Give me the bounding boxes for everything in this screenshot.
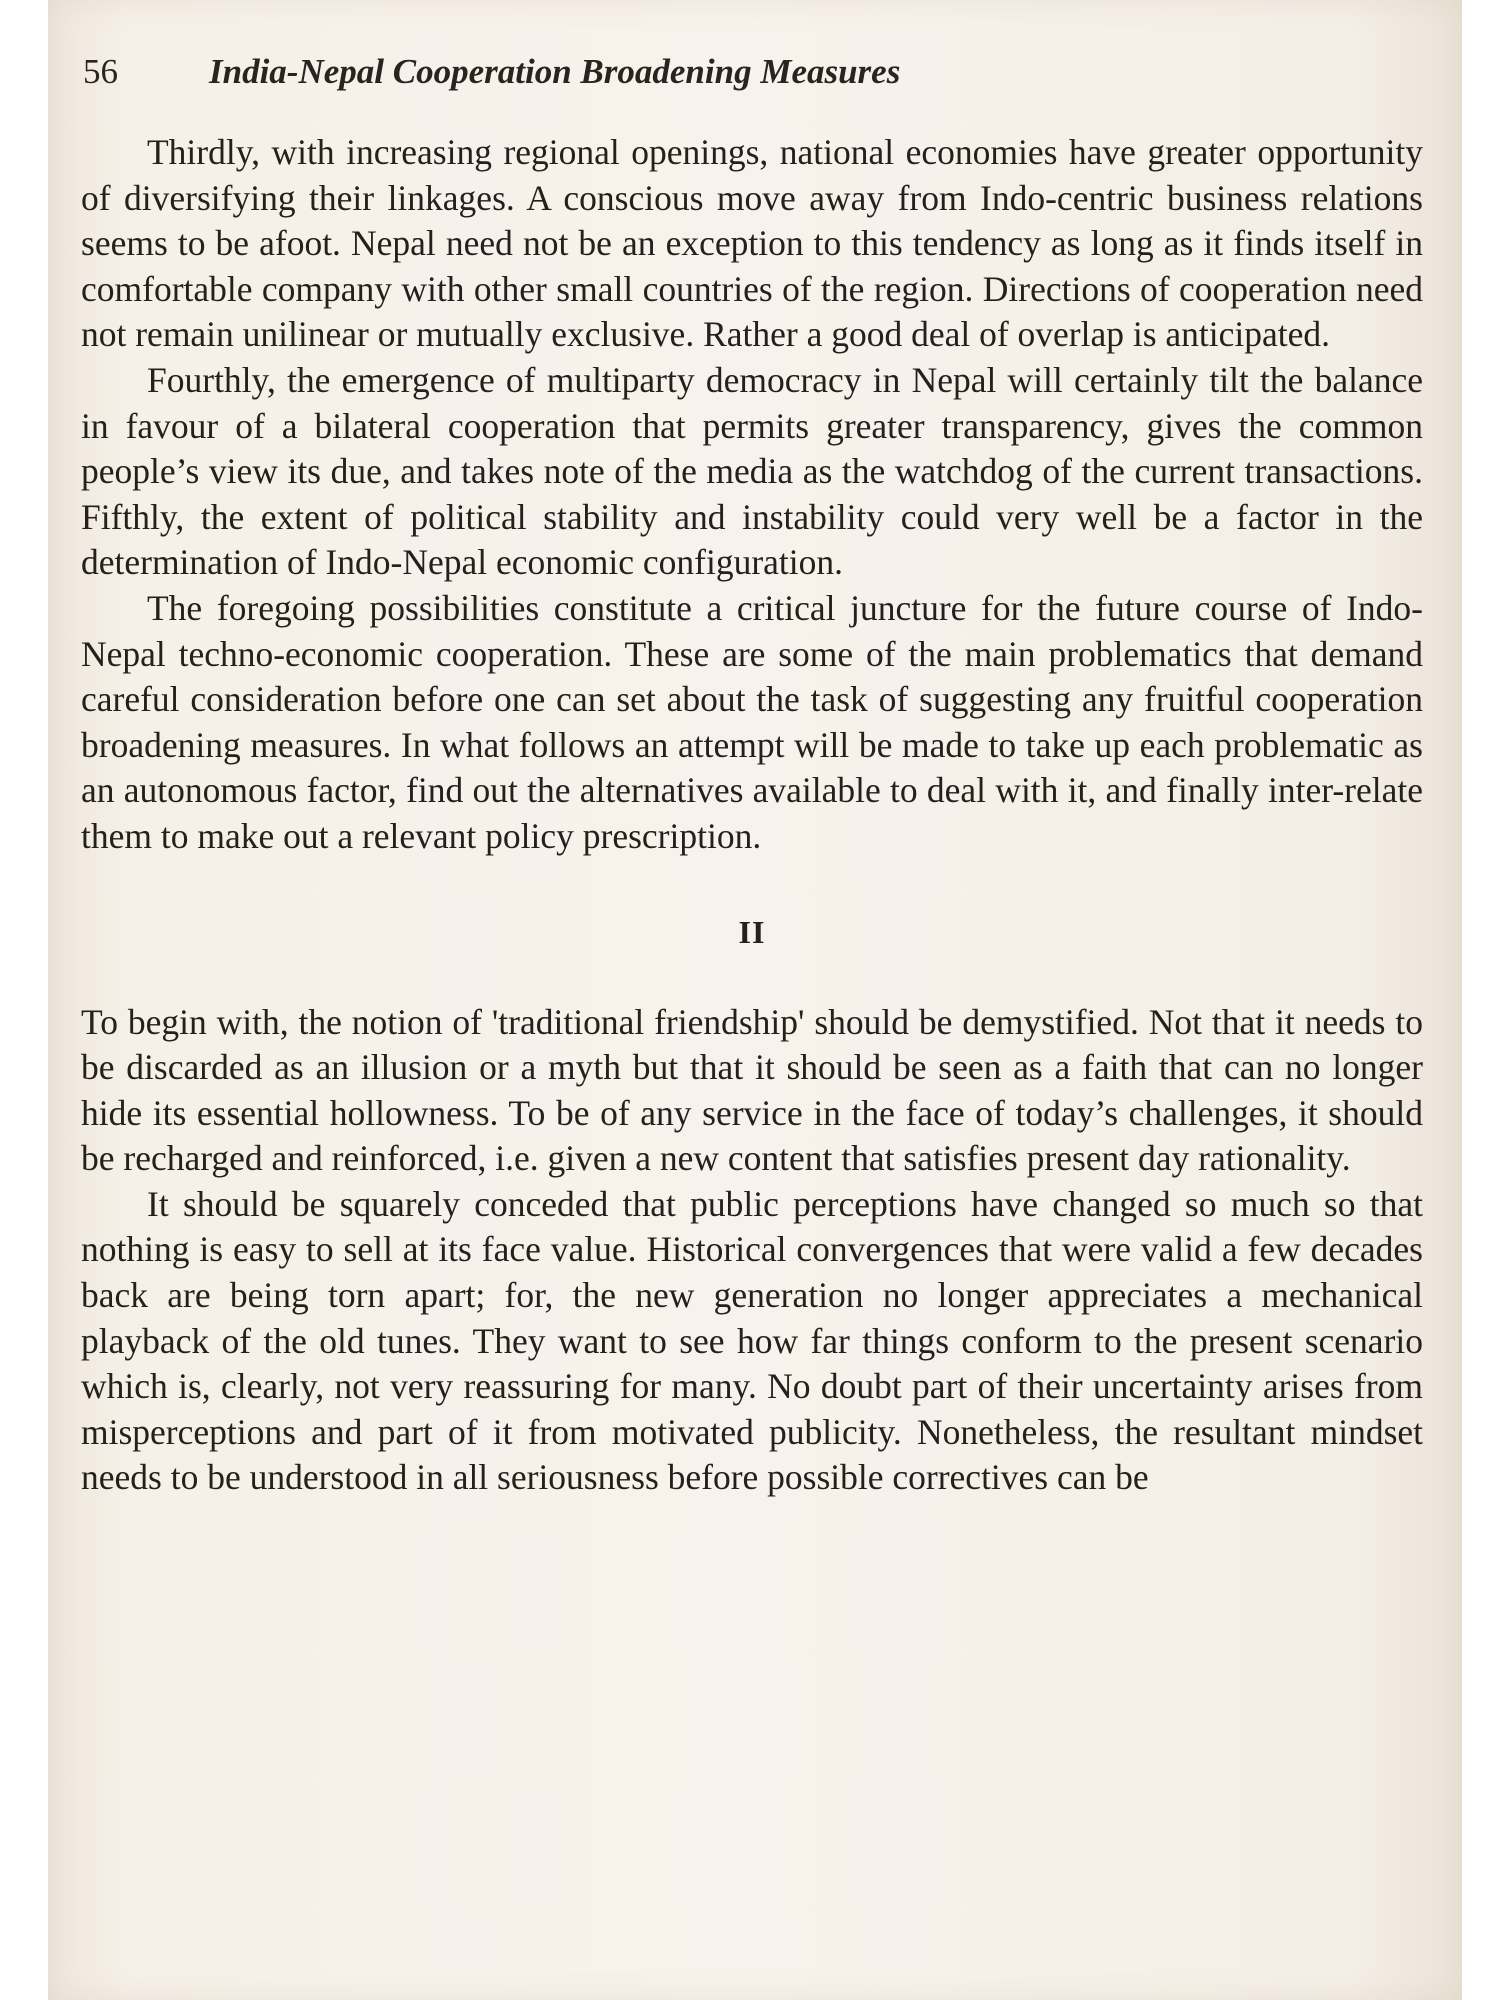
running-title: India-Nepal Cooperation Broadening Measures <box>209 52 901 91</box>
scanned-page <box>48 0 1462 2000</box>
paragraph-to-begin: To begin with, the notion of 'traditional friendship' should be demystified. Not that it needs to be discarded as an illusion or a myth but that it should be seen as a faith that can no longer hide its essential hollowness. To be of any service in the face of today’s challenges, it should be recharged and reinforced, i.e. given a new content that satisfies present day rationality. <box>81 1001 1423 1179</box>
section-heading: II <box>738 913 766 950</box>
body-text <box>81 130 1423 1501</box>
paragraph-squarely-conceded: It should be squarely conceded that public perceptions have changed so much so that nothing is easy to sell at its face value. Historical convergences that were valid a few decades back are being torn apart; for, the new generation no longer appreciates a mechanical playback of the old tunes. They want to see how far things conform to the present scenario which is, clearly, not very reassuring for many. No doubt part of their uncertainty arises from misperceptions and part of it from motivated publicity. Nonetheless, the resultant mindset needs to be understood in all seriousness before possible correctives can be <box>81 1183 1423 1498</box>
page-header <box>83 52 1383 102</box>
page-number: 56 <box>83 52 118 91</box>
paragraph-fourthly: Fourthly, the emergence of multiparty democracy in Nepal will certainly tilt the balance in favour of a bilateral cooperation that permits greater transparency, gives the common people’s view its due, and takes note of the media as the watchdog of the current transactions. Fifthly, the extent of political stability and instability could very well be a factor in the determination of Indo-Nepal economic configuration. <box>81 359 1423 583</box>
paragraph-thirdly: Thirdly, with increasing regional openings, national economies have greater opportunity of diversifying their linkages. A conscious move away from Indo-centric business relations seems to be afoot. Nepal need not be an exception to this tendency as long as it finds itself in comfortable company with other small countries of the region. Directions of cooperation need not remain unilinear or mutually exclusive. Rather a good deal of overlap is anticipated. <box>81 132 1423 355</box>
paragraph-foregoing: The foregoing possibilities constitute a critical juncture for the future course of Indo-Nepal techno-economic cooperation. These are some of the main problematics that demand careful consideration before one can set about the task of suggesting any fruitful cooperation broadening measures. In what follows an attempt will be made to take up each problematic as an autonomous factor, find out the alternatives available to deal with it, and finally inter-relate them to make out a relevant policy prescription. <box>81 587 1423 856</box>
